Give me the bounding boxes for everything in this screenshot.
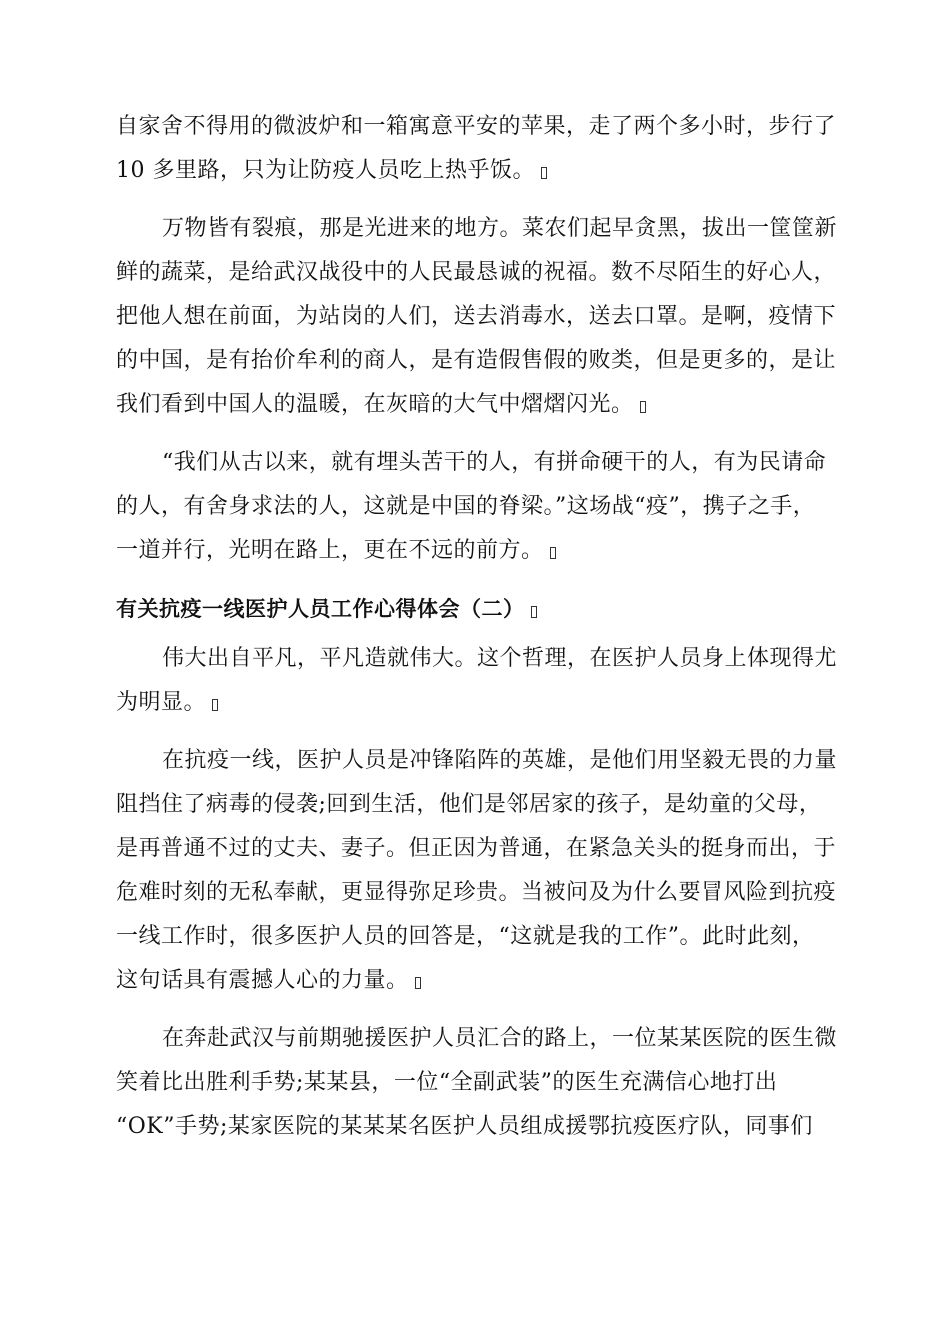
line-text: 我们看到中国人的温暖，在灰暗的大气中熠熠闪光。	[116, 392, 634, 417]
line-text: 一道并行，光明在路上，更在不远的前方。	[116, 538, 544, 563]
line-text: “OK”手势;某家医院的某某某名医护人员组成援鄂抗疫医疗队，同事们	[116, 1114, 813, 1139]
text-line	[162, 644, 837, 674]
text-line	[162, 746, 837, 776]
paragraph-mark-icon	[531, 606, 537, 618]
line-text: 万物皆有裂痕，那是光进来的地方。菜农们起早贪黑，拔出一筐筐新	[162, 216, 838, 241]
text-line	[116, 688, 218, 718]
line-text: 一线工作时，很多医护人员的回答是，“这就是我的工作”。此时此刻，	[116, 924, 815, 949]
paragraph-mark-icon	[541, 167, 547, 179]
line-text: 鲜的蔬菜，是给武汉战役中的人民最恳诚的祝福。数不尽陌生的好心人，	[116, 260, 837, 285]
line-text: 把他人想在前面，为站岗的人们，送去消毒水，送去口罩。是啊，疫情下	[116, 304, 837, 329]
text-line	[162, 214, 837, 244]
paragraph-mark-icon	[640, 401, 646, 413]
text-line	[116, 390, 646, 420]
paragraph-mark-icon	[212, 699, 218, 711]
text-line	[116, 834, 836, 864]
line-text: 自家舍不得用的微波炉和一箱寓意平安的苹果，走了两个多小时，步行了	[116, 114, 837, 139]
paragraph-mark-icon	[550, 547, 556, 559]
heading-text: 有关抗疫一线医护人员工作心得体会（二）	[116, 597, 525, 621]
text-line	[116, 346, 836, 376]
line-text: 是再普通不过的丈夫、妻子。但正因为普通，在紧急关头的挺身而出，于	[116, 836, 837, 861]
text-line	[116, 878, 836, 908]
text-line	[116, 536, 556, 566]
text-line	[116, 112, 836, 142]
text-line	[116, 258, 836, 288]
line-text: 笑着比出胜利手势;某某县，一位“全副武装”的医生充满信心地打出	[116, 1070, 778, 1095]
text-line	[116, 492, 815, 522]
text-line	[116, 966, 421, 996]
line-text: 伟大出自平凡，平凡造就伟大。这个哲理，在医护人员身上体现得尤	[162, 646, 838, 671]
text-line	[116, 302, 836, 332]
line-text: 危难时刻的无私奉献，更显得弥足珍贵。当被问及为什么要冒风险到抗疫	[116, 880, 837, 905]
line-text: 的人，有舍身求法的人，这就是中国的脊梁。”这场战“疫”，携子之手，	[116, 494, 816, 519]
text-line	[116, 922, 815, 952]
line-text: 这句话具有震撼人心的力量。	[116, 968, 409, 993]
line-text: “我们从古以来，就有埋头苦干的人，有拼命硬干的人，有为民请命	[162, 450, 827, 475]
line-text: 10 多里路，只为让防疫人员吃上热乎饭。	[116, 158, 535, 183]
text-line	[162, 1024, 837, 1054]
line-text: 在抗疫一线，医护人员是冲锋陷阵的英雄，是他们用坚毅无畏的力量	[162, 748, 838, 773]
line-text: 阻挡住了病毒的侵袭;回到生活，他们是邻居家的孩子，是幼童的父母，	[116, 792, 822, 817]
text-line	[116, 790, 821, 820]
line-text: 的中国，是有抬价牟利的商人，是有造假售假的败类，但是更多的，是让	[116, 348, 837, 373]
paragraph-mark-icon	[415, 977, 421, 989]
text-line	[162, 448, 826, 478]
line-text: 为明显。	[116, 690, 207, 715]
line-text: 在奔赴武汉与前期驰援医护人员汇合的路上，一位某某医院的医生微	[162, 1026, 838, 1051]
text-line	[116, 1068, 777, 1098]
text-line	[116, 1112, 813, 1142]
section-heading	[116, 594, 537, 624]
text-line	[116, 156, 547, 186]
